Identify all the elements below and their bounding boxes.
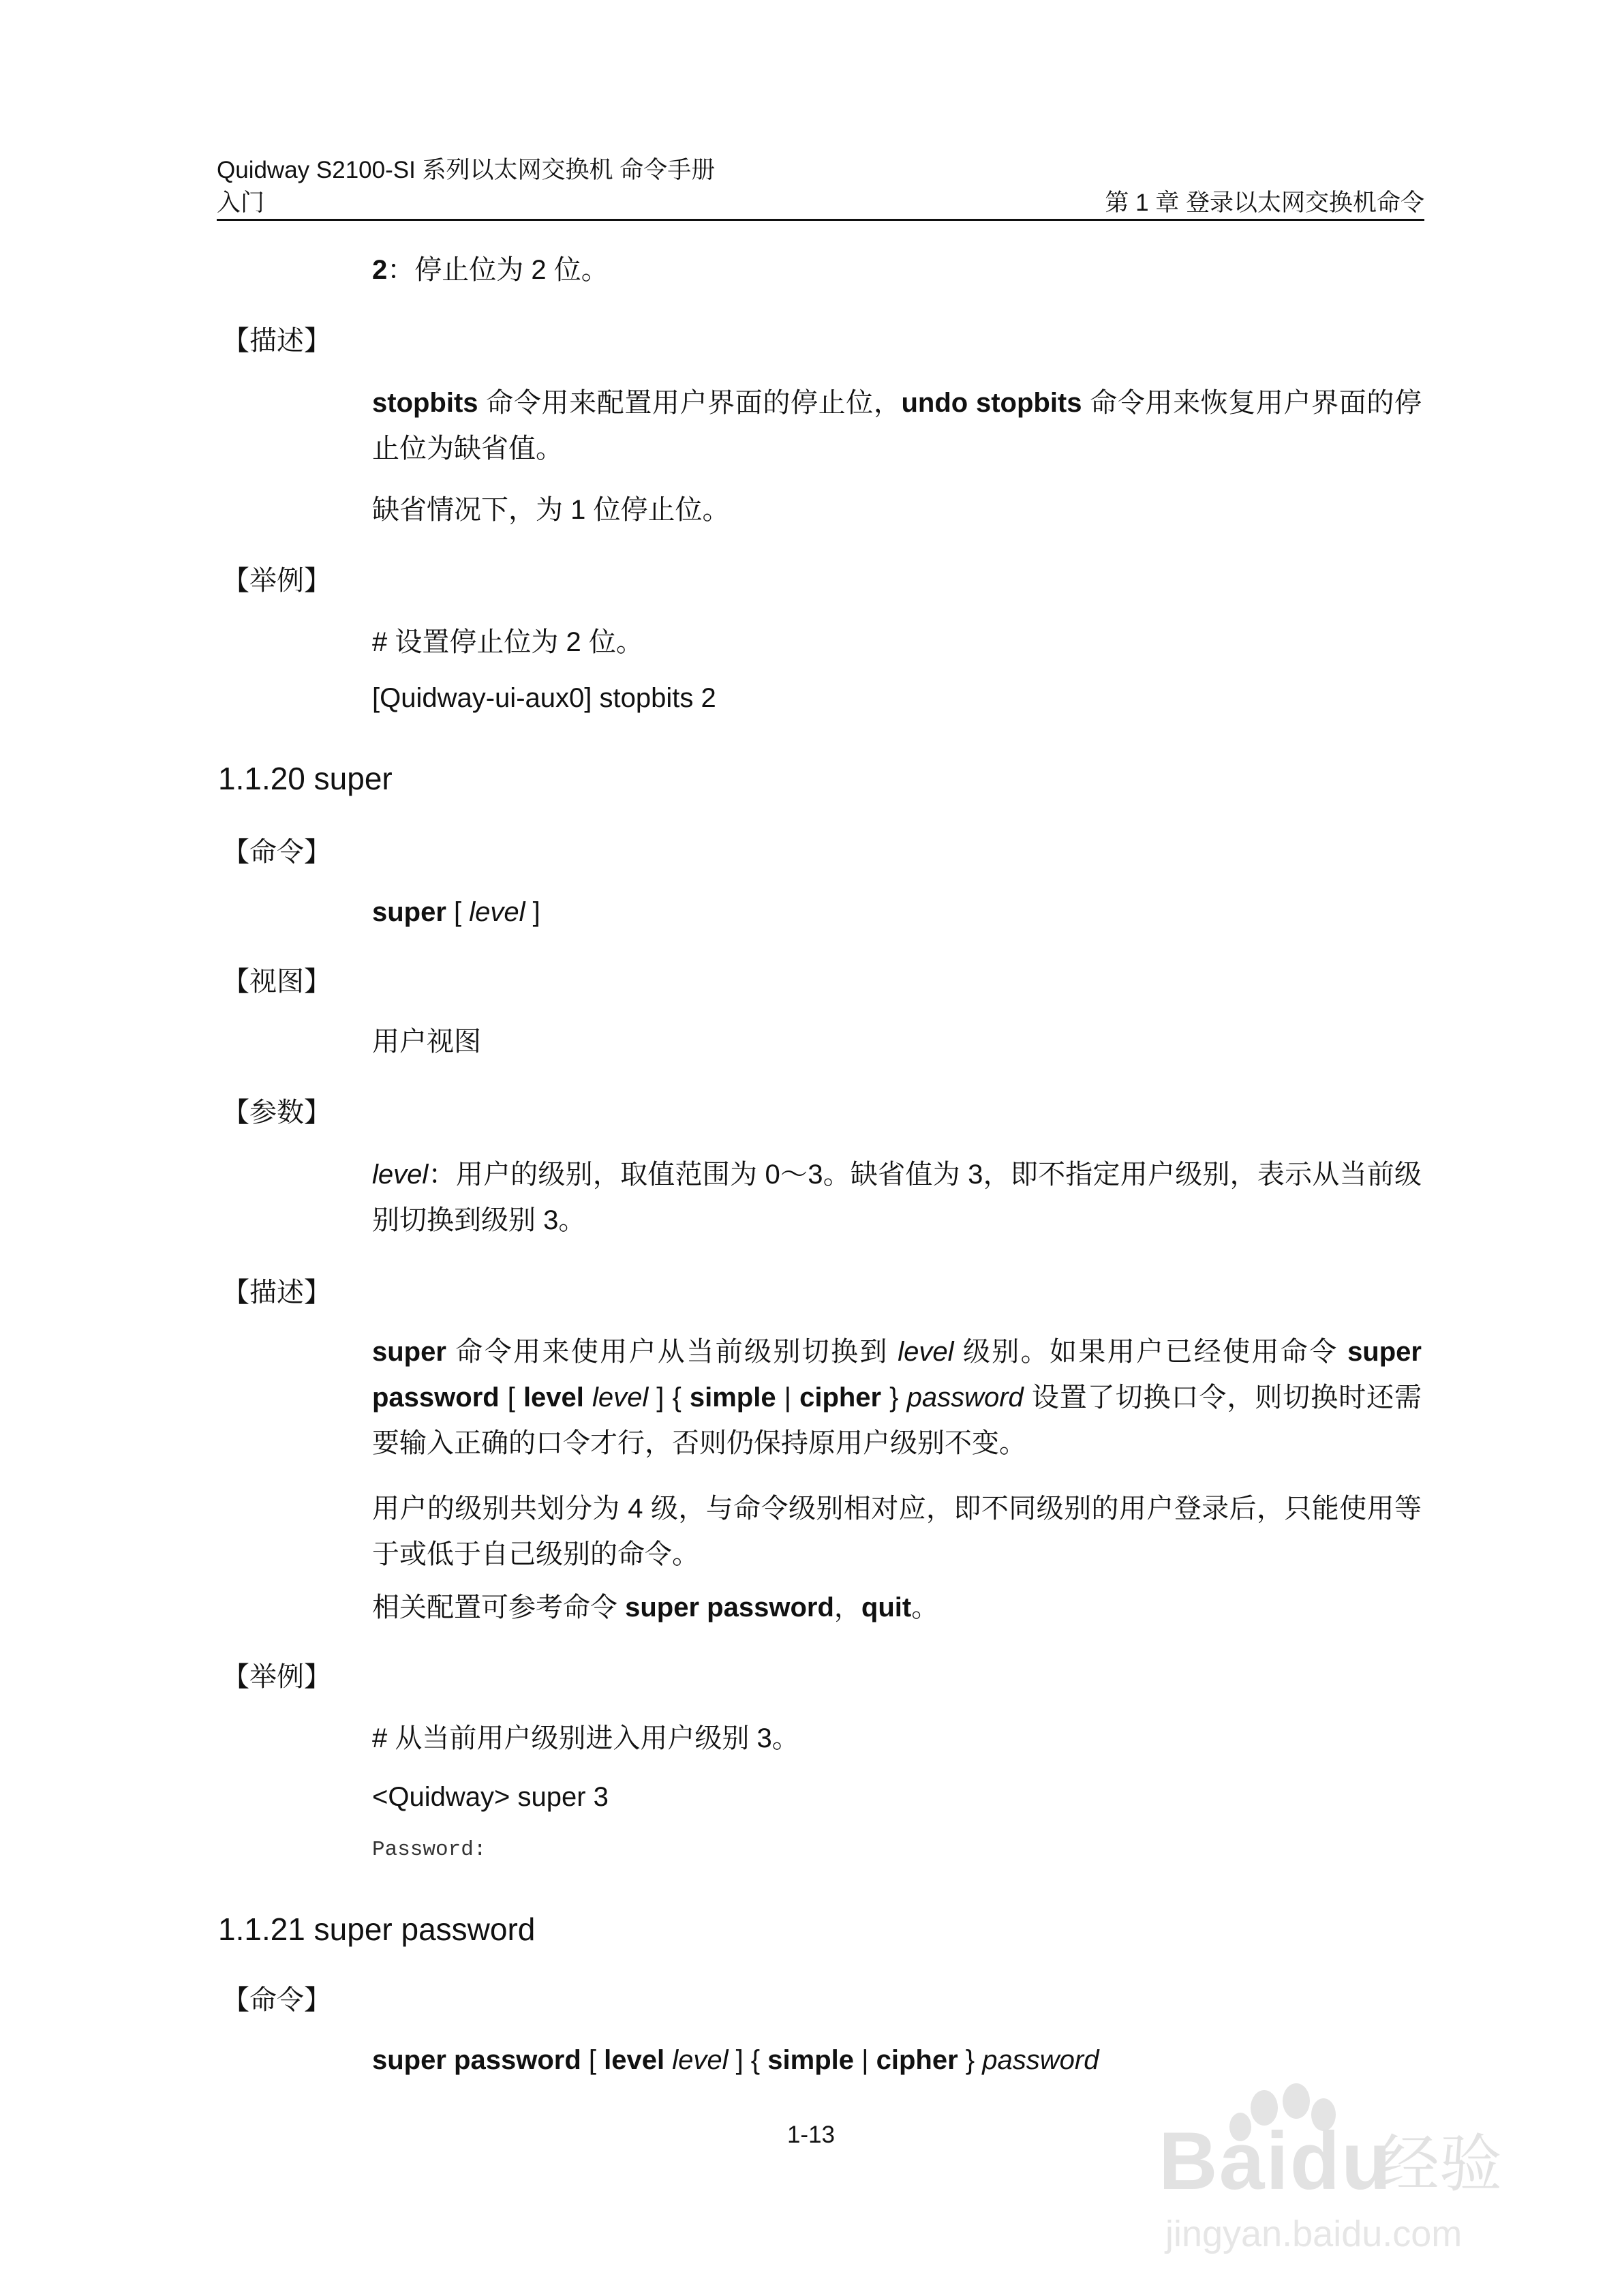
- watermark-brand: Baidu: [1159, 2115, 1393, 2207]
- header-chapter: 第 1 章 登录以太网交换机命令: [1105, 190, 1424, 216]
- super-description-3: 相关配置可参考命令 super password，quit。: [372, 1592, 939, 1622]
- stopbits-example-command: [Quidway-ui-aux0] stopbits 2: [372, 683, 716, 713]
- label-describe: 【描述】: [222, 326, 331, 356]
- super-description-2: 用户的级别共划分为 4 级，与命令级别相对应，即不同级别的用户登录后，只能使用等于或低于自己级别的命令。: [372, 1494, 1422, 1569]
- watermark-brand-cn: 经验: [1377, 2130, 1503, 2199]
- header-rule: [217, 219, 1424, 221]
- stopbits-example-comment: # 设置停止位为 2 位。: [372, 627, 643, 657]
- header-title: Quidway S2100-SI 系列以太网交换机 命令手册: [217, 157, 716, 183]
- section-heading-super-password: 1.1.21 super password: [218, 1912, 536, 1947]
- super-example-command: <Quidway> super 3: [372, 1782, 609, 1812]
- label-describe-2: 【描述】: [222, 1278, 331, 1308]
- super-description-1: super 命令用来使用户从当前级别切换到 level 级别。如果用户已经使用命令 super password [ level level ] { simple | cipher } password 设置了切换口令，则切换时还需要输入正确的口令才行，否则仍保持原用户级别不变。: [372, 1337, 1422, 1458]
- super-command-syntax: super [ level ]: [372, 897, 540, 927]
- header-section: 入门: [217, 190, 265, 216]
- stopbits-option-2: 2：停止位为 2 位。: [372, 255, 609, 285]
- super-example-prompt: Password:: [372, 1838, 487, 1862]
- watermark-site: jingyan.baidu.com: [1165, 2214, 1463, 2254]
- super-password-command-syntax: super password [ level level ] { simple | cipher } password: [372, 2045, 1099, 2075]
- super-param-level: level：用户的级别，取值范围为 0～3。缺省值为 3，即不指定用户级别，表示从当前级别切换到级别 3。: [372, 1160, 1422, 1235]
- page-number: 1-13: [786, 2121, 836, 2148]
- label-params: 【参数】: [222, 1098, 331, 1128]
- label-view: 【视图】: [222, 967, 331, 997]
- stopbits-description: stopbits 命令用来配置用户界面的停止位，undo stopbits 命令用来恢复用户界面的停止位为缺省值。: [372, 388, 1422, 464]
- label-command: 【命令】: [222, 837, 331, 867]
- label-example-2: 【举例】: [222, 1662, 331, 1692]
- label-example: 【举例】: [222, 566, 331, 596]
- section-heading-super: 1.1.20 super: [218, 761, 393, 796]
- baidu-jingyan-watermark: [1152, 2072, 1533, 2277]
- super-view: 用户视图: [372, 1027, 481, 1057]
- super-example-comment: # 从当前用户级别进入用户级别 3。: [372, 1723, 799, 1753]
- label-command-2: 【命令】: [222, 1985, 331, 2015]
- stopbits-default: 缺省情况下，为 1 位停止位。: [372, 495, 730, 525]
